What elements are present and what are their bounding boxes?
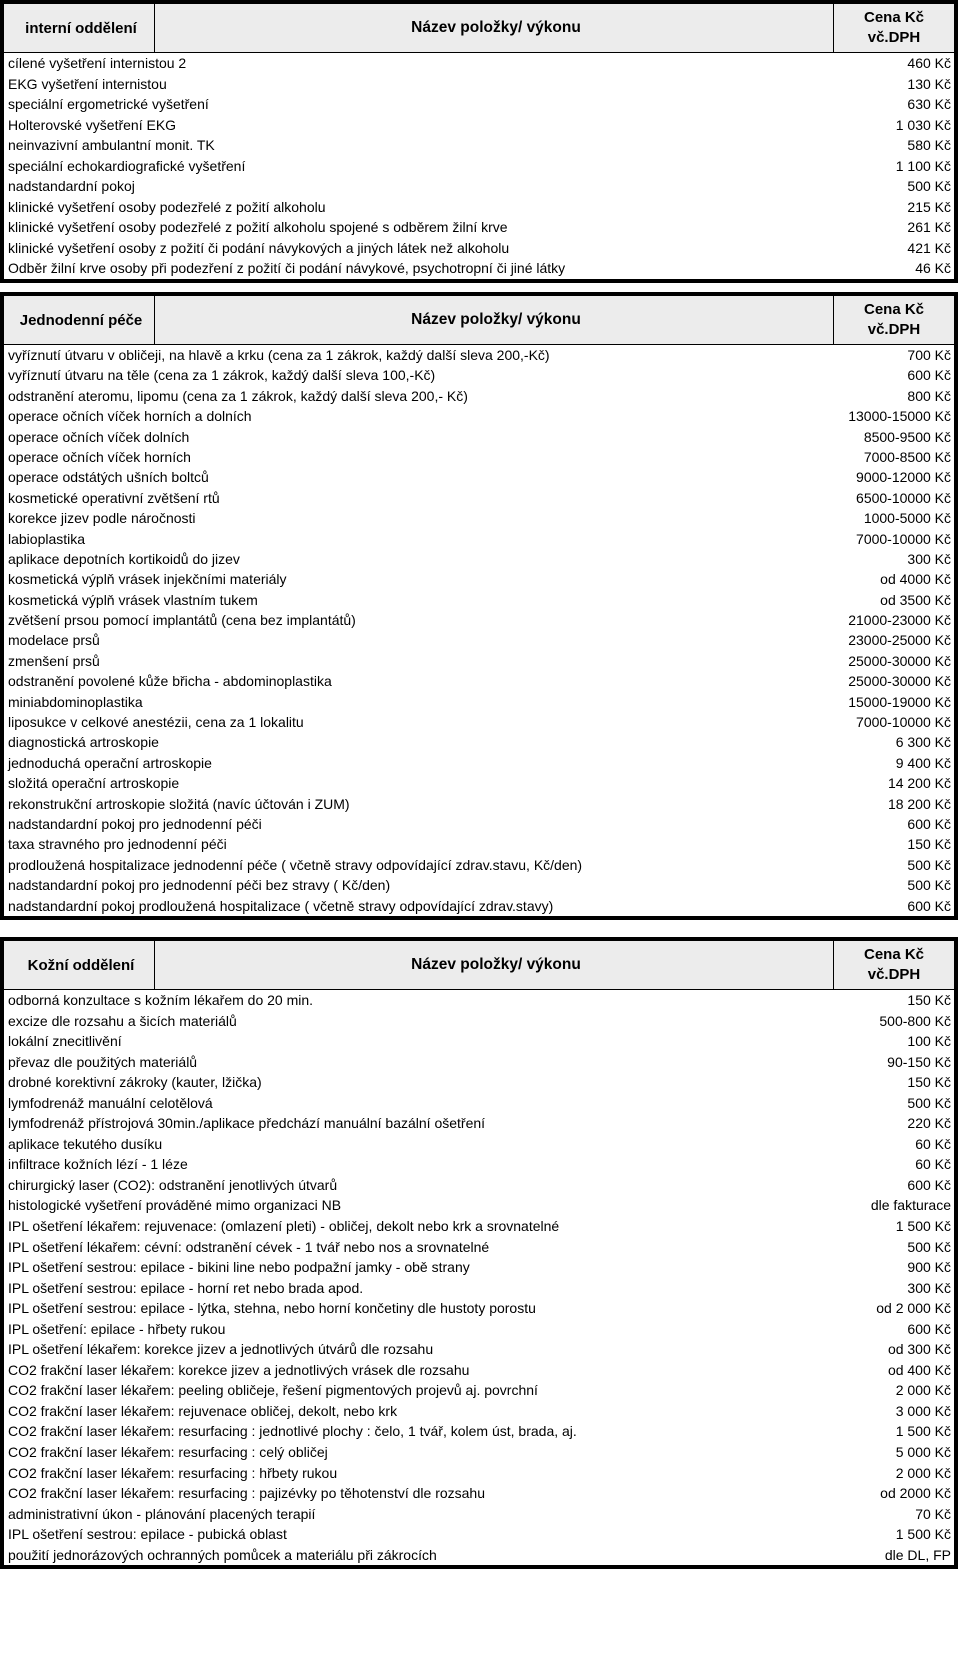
item-name: operace očních víček dolních xyxy=(8,428,190,445)
item-price: 25000-30000 Kč xyxy=(848,673,951,690)
item-name: klinické vyšetření osoby podezřelé z požití alkoholu xyxy=(8,198,326,215)
column-title-item-name: Název položky/ výkonu xyxy=(411,311,581,328)
department-title: Jednodenní péče xyxy=(19,311,143,329)
price-table-body xyxy=(0,344,958,920)
column-title-item-name: Název položky/ výkonu xyxy=(411,19,581,36)
item-name: odstranění ateromu, lipomu (cena za 1 zákrok, každý další sleva 200,- Kč) xyxy=(8,387,468,404)
item-price: dle fakturace xyxy=(870,1197,951,1214)
item-price: 150 Kč xyxy=(907,992,951,1008)
item-name: CO2 frakční laser lékařem: resurfacing : jednotlivé plochy : čelo, 1 tvář, kolem úst, brada, aj. xyxy=(8,1423,577,1440)
item-name: prodloužená hospitalizace jednodenní péče ( včetně stravy odpovídající zdrav.stavu, Kč/den) xyxy=(8,856,583,873)
item-price: 6 300 Kč xyxy=(895,734,951,751)
item-price: 600 Kč xyxy=(907,1176,951,1193)
table-row xyxy=(4,365,954,385)
item-name: diagnostická artroskopie xyxy=(8,734,159,751)
item-price: od 400 Kč xyxy=(887,1361,951,1378)
item-price: od 300 Kč xyxy=(887,1341,951,1358)
item-price: 500 Kč xyxy=(907,178,951,195)
table-row xyxy=(4,1319,954,1340)
table-row xyxy=(4,1421,954,1442)
item-name: lymfodrenáž přístrojová 30min./aplikace předchází manuální bazální ošetření xyxy=(8,1115,486,1132)
item-price: od 3500 Kč xyxy=(880,591,951,608)
price-header-line: Cena Kč xyxy=(863,9,925,26)
item-name: lymfodrenáž manuální celotělová xyxy=(8,1094,213,1111)
table-row xyxy=(4,1216,954,1237)
table-row xyxy=(4,569,954,589)
item-name: CO2 frakční laser lékařem: korekce jizev a jednotlivých vrásek dle rozsahu xyxy=(8,1361,470,1378)
table-row xyxy=(4,238,954,259)
table-row xyxy=(4,875,954,895)
item-name: miniabdominoplastika xyxy=(8,693,143,710)
item-name: vyříznutí útvaru na těle (cena za 1 zákrok, každý další sleva 100,-Kč) xyxy=(8,367,436,384)
item-price: od 4000 Kč xyxy=(880,571,951,588)
item-price: 1 500 Kč xyxy=(895,1423,951,1440)
department-title: interní oddělení xyxy=(25,19,137,37)
price-header-line: vč.DPH xyxy=(867,29,921,46)
table-row xyxy=(4,834,954,854)
column-divider xyxy=(154,4,155,52)
item-price: dle DL, FP xyxy=(884,1546,951,1563)
item-price: 14 200 Kč xyxy=(887,775,951,792)
item-price: 2 000 Kč xyxy=(895,1464,951,1481)
item-name: převaz dle použitých materiálů xyxy=(8,1053,198,1070)
table-row xyxy=(4,1257,954,1278)
table-row xyxy=(4,488,954,508)
item-name: chirurgický laser (CO2): odstranění jenotlivých útvarů xyxy=(8,1176,338,1193)
item-name: složitá operační artroskopie xyxy=(8,775,180,792)
table-row xyxy=(4,94,954,115)
item-price: 800 Kč xyxy=(907,387,951,404)
item-price: 630 Kč xyxy=(907,96,951,113)
item-price: 1 030 Kč xyxy=(895,116,951,133)
item-name: drobné korektivní zákroky (kauter, lžička) xyxy=(8,1074,262,1091)
item-price: 7000-10000 Kč xyxy=(856,714,951,731)
item-name: rekonstrukční artroskopie složitá (navíc účtován i ZUM) xyxy=(8,795,350,812)
item-price: 215 Kč xyxy=(907,198,951,215)
price-header-line: Cena Kč xyxy=(863,946,925,963)
table-row xyxy=(4,176,954,197)
table-row xyxy=(4,135,954,156)
item-price: 261 Kč xyxy=(907,219,951,236)
table-row xyxy=(4,1154,954,1175)
table-row xyxy=(4,1031,954,1052)
table-row xyxy=(4,712,954,732)
table-row xyxy=(4,590,954,610)
table-row xyxy=(4,773,954,793)
item-name: labioplastika xyxy=(8,530,86,547)
item-name: operace očních víček horních a dolních xyxy=(8,408,252,425)
column-divider xyxy=(154,296,155,344)
item-price: 15000-19000 Kč xyxy=(848,693,951,710)
table-row xyxy=(4,197,954,218)
item-name: klinické vyšetření osoby podezřelé z požití alkoholu spojené s odběrem žilní krve xyxy=(8,219,508,236)
table-row xyxy=(4,896,954,916)
item-name: aplikace tekutého dusíku xyxy=(8,1135,163,1152)
item-price: 600 Kč xyxy=(907,367,951,384)
table-row xyxy=(4,549,954,569)
item-price: 9000-12000 Kč xyxy=(856,469,951,486)
table-row xyxy=(4,53,954,74)
item-name: odstranění povolené kůže břicha - abdominoplastika xyxy=(8,673,332,690)
table-row xyxy=(4,1175,954,1196)
table-row xyxy=(4,74,954,95)
item-price: 1 500 Kč xyxy=(895,1218,951,1235)
table-row xyxy=(4,1401,954,1422)
item-name: speciální echokardiografické vyšetření xyxy=(8,157,246,174)
table-row xyxy=(4,217,954,238)
item-name: IPL ošetření lékařem: cévní: odstranění cévek - 1 tvář nebo nos a srovnatelné xyxy=(8,1238,490,1255)
item-name: zvětšení prsou pomocí implantátů (cena bez implantátů) xyxy=(8,612,356,629)
item-price: 300 Kč xyxy=(907,550,951,567)
item-price: 6500-10000 Kč xyxy=(856,489,951,506)
section-day-care xyxy=(0,292,958,920)
item-price: 7000-8500 Kč xyxy=(863,448,951,465)
table-row xyxy=(4,1278,954,1299)
item-name: EKG vyšetření internistou xyxy=(8,75,167,92)
item-name: taxa stravného pro jednodenní péči xyxy=(8,836,227,853)
item-name: klinické vyšetření osoby z požití či podání návykových a jiných látek než alkoholu xyxy=(8,239,510,256)
item-name: CO2 frakční laser lékařem: resurfacing : hřbety rukou xyxy=(8,1464,338,1481)
item-price: 900 Kč xyxy=(907,1259,951,1276)
price-table-body xyxy=(0,52,958,283)
item-name: IPL ošetření lékařem: rejuvenace: (omlazení pleti) - obličej, dekolt nebo krk a srovnatelné xyxy=(8,1218,560,1235)
column-divider xyxy=(154,941,155,989)
table-row xyxy=(4,258,954,279)
item-price: 7000-10000 Kč xyxy=(856,530,951,547)
item-price: 23000-25000 Kč xyxy=(848,632,951,649)
column-title-item-name: Název položky/ výkonu xyxy=(411,956,581,973)
table-row xyxy=(4,529,954,549)
item-name: nadstandardní pokoj prodloužená hospitalizace ( včetně stravy odpovídající zdrav.stavy) xyxy=(8,897,554,914)
table-row xyxy=(4,156,954,177)
item-name: excize dle rozsahu a šicích materiálů xyxy=(8,1012,237,1029)
table-row xyxy=(4,427,954,447)
item-price: 700 Kč xyxy=(907,347,951,363)
price-table-body xyxy=(0,989,958,1569)
table-row xyxy=(4,651,954,671)
item-name: kosmetická výplň vrásek vlastním tukem xyxy=(8,591,258,608)
item-price: 500 Kč xyxy=(907,1238,951,1255)
section-header xyxy=(0,937,958,989)
item-price: 90-150 Kč xyxy=(887,1053,951,1070)
item-name: IPL ošetření sestrou: epilace - bikini line nebo podpažní jamky - obě strany xyxy=(8,1259,470,1276)
table-row xyxy=(4,753,954,773)
table-row xyxy=(4,1380,954,1401)
table-row xyxy=(4,1524,954,1545)
item-price: 1 100 Kč xyxy=(895,157,951,174)
table-row xyxy=(4,1011,954,1032)
table-row xyxy=(4,508,954,528)
item-name: nadstandardní pokoj pro jednodenní péči xyxy=(8,815,262,832)
table-row xyxy=(4,692,954,712)
item-name: Holterovské vyšetření EKG xyxy=(8,116,177,133)
item-price: 9 400 Kč xyxy=(895,754,951,771)
item-name: IPL ošetření: epilace - hřbety rukou xyxy=(8,1320,226,1337)
item-price: 5 000 Kč xyxy=(895,1444,951,1461)
item-price: 130 Kč xyxy=(907,75,951,92)
table-row xyxy=(4,855,954,875)
item-price: od 2000 Kč xyxy=(880,1485,951,1502)
table-row xyxy=(4,610,954,630)
table-row xyxy=(4,630,954,650)
item-name: vyříznutí útvaru v obličeji, na hlavě a krku (cena za 1 zákrok, každý další sleva 200,-Kč) xyxy=(8,347,550,363)
table-row xyxy=(4,1463,954,1484)
item-price: 150 Kč xyxy=(907,1074,951,1091)
table-row xyxy=(4,1442,954,1463)
column-title-price xyxy=(834,4,954,52)
item-price: 3 000 Kč xyxy=(895,1402,951,1419)
table-row xyxy=(4,1504,954,1525)
item-name: IPL ošetření sestrou: epilace - horní ret nebo brada apod. xyxy=(8,1279,364,1296)
item-name: zmenšení prsů xyxy=(8,652,100,669)
item-price: 460 Kč xyxy=(907,55,951,71)
item-name: neinvazivní ambulantní monit. TK xyxy=(8,137,215,154)
item-name: odborná konzultace s kožním lékařem do 20 min. xyxy=(8,992,314,1008)
item-price: 500 Kč xyxy=(907,856,951,873)
item-price: 600 Kč xyxy=(907,897,951,914)
department-title: Kožní oddělení xyxy=(27,956,135,974)
item-name: CO2 frakční laser lékařem: rejuvenace obličej, dekolt, nebo krk xyxy=(8,1402,398,1419)
item-name: histologické vyšetření prováděné mimo organizaci NB xyxy=(8,1197,342,1214)
item-price: 46 Kč xyxy=(915,260,951,277)
item-name: cílené vyšetření internistou 2 xyxy=(8,55,187,71)
table-row xyxy=(4,1483,954,1504)
table-row xyxy=(4,345,954,365)
item-name: IPL ošetření sestrou: epilace - lýtka, stehna, nebo horní končetiny dle hustoty porostu xyxy=(8,1300,536,1317)
section-internal xyxy=(0,0,958,283)
item-name: operace odstátých ušních boltců xyxy=(8,469,209,486)
item-name: nadstandardní pokoj pro jednodenní péči bez stravy ( Kč/den) xyxy=(8,877,391,894)
table-row xyxy=(4,1134,954,1155)
item-name: IPL ošetření sestrou: epilace - pubická oblast xyxy=(8,1526,287,1543)
item-price: od 2 000 Kč xyxy=(876,1300,951,1317)
table-row xyxy=(4,671,954,691)
table-row xyxy=(4,1113,954,1134)
table-row xyxy=(4,1072,954,1093)
item-name: CO2 frakční laser lékařem: resurfacing : pajizévky po těhotenství dle rozsahu xyxy=(8,1485,485,1502)
item-name: kosmetická výplň vrásek injekčními materiály xyxy=(8,571,287,588)
column-title-price xyxy=(834,941,954,989)
table-row xyxy=(4,386,954,406)
table-row xyxy=(4,1298,954,1319)
item-price: 500 Kč xyxy=(907,877,951,894)
table-row xyxy=(4,1052,954,1073)
table-row xyxy=(4,406,954,426)
item-price: 421 Kč xyxy=(907,239,951,256)
price-header-line: vč.DPH xyxy=(867,966,921,983)
item-price: 300 Kč xyxy=(907,1279,951,1296)
table-row xyxy=(4,115,954,136)
item-name: jednoduchá operační artroskopie xyxy=(8,754,212,771)
table-row xyxy=(4,990,954,1011)
item-name: nadstandardní pokoj xyxy=(8,178,135,195)
table-row xyxy=(4,732,954,752)
item-price: 600 Kč xyxy=(907,1320,951,1337)
item-price: 1000-5000 Kč xyxy=(863,510,951,527)
item-name: IPL ošetření lékařem: korekce jizev a jednotlivých útvárů dle rozsahu xyxy=(8,1341,434,1358)
item-name: použití jednorázových ochranných pomůcek a materiálu při zákrocích xyxy=(8,1546,437,1563)
item-price: 25000-30000 Kč xyxy=(848,652,951,669)
item-name: Odběr žilní krve osoby při podezření z požití či podání návykové, psychotropní či jiné látky xyxy=(8,260,566,277)
table-row xyxy=(4,1195,954,1216)
item-price: 8500-9500 Kč xyxy=(863,428,951,445)
column-title-price xyxy=(834,296,954,344)
table-row xyxy=(4,1545,954,1566)
item-name: liposukce v celkové anestézii, cena za 1 lokalitu xyxy=(8,714,304,731)
item-price: 150 Kč xyxy=(907,836,951,853)
table-row xyxy=(4,1237,954,1258)
item-price: 1 500 Kč xyxy=(895,1526,951,1543)
section-header xyxy=(0,292,958,344)
item-name: modelace prsů xyxy=(8,632,100,649)
item-price: 21000-23000 Kč xyxy=(848,612,951,629)
table-row xyxy=(4,467,954,487)
item-name: administrativní úkon - plánování placených terapií xyxy=(8,1505,316,1522)
section-header xyxy=(0,0,958,52)
price-header-line: Cena Kč xyxy=(863,301,925,318)
item-price: 13000-15000 Kč xyxy=(848,408,951,425)
item-price: 600 Kč xyxy=(907,815,951,832)
item-price: 220 Kč xyxy=(907,1115,951,1132)
item-name: operace očních víček horních xyxy=(8,448,191,465)
item-name: CO2 frakční laser lékařem: resurfacing : celý obličej xyxy=(8,1444,328,1461)
table-row xyxy=(4,1093,954,1114)
item-price: 70 Kč xyxy=(915,1505,951,1522)
item-name: lokální znecitlivění xyxy=(8,1033,122,1050)
item-name: CO2 frakční laser lékařem: peeling obličeje, řešení pigmentových projevů aj. povrchní xyxy=(8,1382,538,1399)
item-price: 500 Kč xyxy=(907,1094,951,1111)
item-price: 2 000 Kč xyxy=(895,1382,951,1399)
item-price: 60 Kč xyxy=(915,1135,951,1152)
table-row xyxy=(4,794,954,814)
table-row xyxy=(4,1339,954,1360)
item-price: 500-800 Kč xyxy=(879,1012,951,1029)
table-row xyxy=(4,814,954,834)
item-price: 100 Kč xyxy=(907,1033,951,1050)
item-name: kosmetické operativní zvětšení rtů xyxy=(8,489,220,506)
item-name: aplikace depotních kortikoidů do jizev xyxy=(8,550,240,567)
item-price: 580 Kč xyxy=(907,137,951,154)
item-name: speciální ergometrické vyšetření xyxy=(8,96,209,113)
item-price: 60 Kč xyxy=(915,1156,951,1173)
item-price: 18 200 Kč xyxy=(887,795,951,812)
table-row xyxy=(4,1360,954,1381)
price-header-line: vč.DPH xyxy=(867,321,921,338)
section-dermatology xyxy=(0,937,958,1569)
item-name: infiltrace kožních lézí - 1 léze xyxy=(8,1156,188,1173)
item-name: korekce jizev podle náročnosti xyxy=(8,510,196,527)
table-row xyxy=(4,447,954,467)
